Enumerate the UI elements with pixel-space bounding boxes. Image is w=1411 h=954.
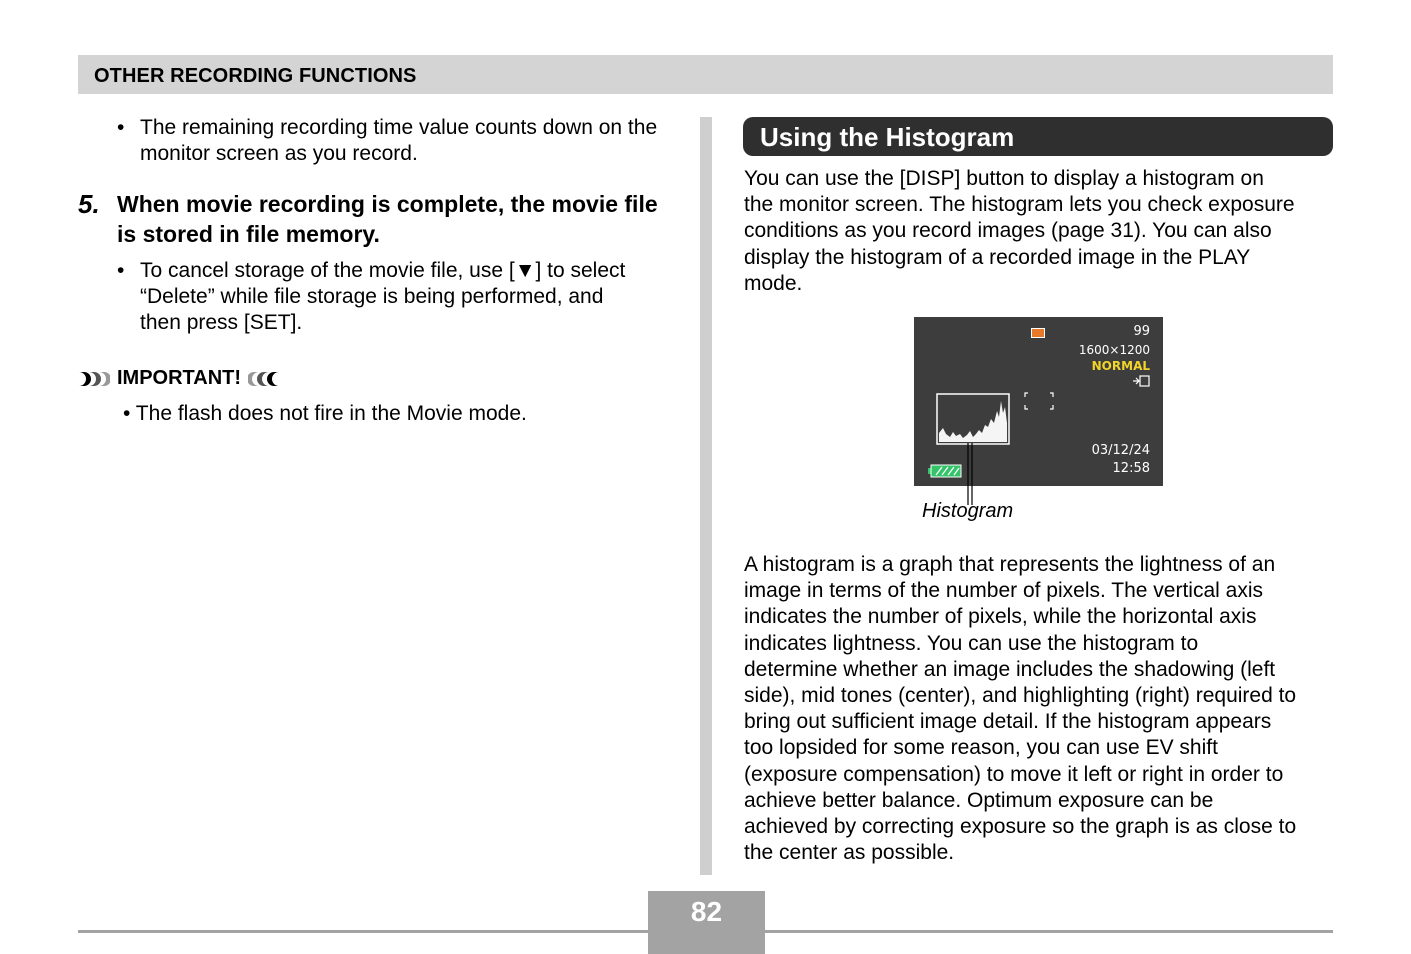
capture-time: 12:58 (1112, 461, 1150, 476)
histogram-explanation-paragraph (744, 552, 1344, 866)
battery-icon (928, 464, 962, 478)
paragraph-line: mode. (744, 271, 803, 295)
paragraph-line: too lopsided for some reason, you can use EV shift (744, 736, 1218, 760)
paragraph-line: determine whether an image includes the shadowing (left (744, 657, 1276, 681)
paragraph-line: indicates the number of pixels, while the horizontal axis (744, 605, 1257, 629)
column-divider (700, 117, 712, 875)
bullet-recording-time (117, 115, 677, 167)
paragraph-line: display the histogram of a recorded image in the PLAY (744, 245, 1251, 269)
important-label: IMPORTANT! (117, 367, 242, 389)
shots-remaining: 99 (1133, 324, 1150, 339)
image-resolution: 1600×1200 (1078, 343, 1150, 357)
paragraph-line: bring out sufficient image detail. If the histogram appears (744, 710, 1272, 734)
paragraph-line: image in terms of the number of pixels. The vertical axis (744, 579, 1264, 603)
section-heading-bar (743, 117, 1333, 156)
paragraph-line: You can use the [DISP] button to display a histogram on (744, 167, 1264, 190)
bullet-line: “Delete” while file storage is being performed, and (140, 285, 604, 309)
section-heading-title: Using the Histogram (760, 122, 1015, 152)
bullet-line: then press [SET]. (140, 311, 303, 335)
camera-monitor-illustration (914, 317, 1163, 486)
histogram-caption: Histogram (922, 500, 1014, 522)
bullet-mark: • (117, 259, 125, 282)
step-text: When movie recording is complete, the movie file is stored in file memory. (117, 191, 658, 247)
bullet-line: To cancel storage of the movie file, use [▼] to select (140, 259, 626, 282)
paragraph-line: A histogram is a graph that represents the lightness of an (744, 553, 1276, 576)
section-header-bar (78, 55, 1333, 94)
paragraph-line: the center as possible. (744, 841, 955, 865)
bullet-text: The remaining recording time value counts down on the monitor screen as you record. (140, 116, 658, 166)
histogram-callout-line (966, 443, 974, 505)
paragraph-line: the monitor screen. The histogram lets you check exposure (744, 193, 1295, 217)
step-number: 5. (78, 189, 100, 219)
page-number: 82 (690, 896, 723, 927)
intro-paragraph (744, 166, 1339, 297)
paragraph-line: achieve better balance. Optimum exposure can be (744, 788, 1214, 812)
paragraph-line: conditions as you record images (page 31). You can also (744, 219, 1272, 243)
paragraph-line: side), mid tones (center), and highlighting (right) required to (744, 684, 1297, 708)
important-note: • The flash does not fire in the Movie mode. (123, 402, 527, 425)
histogram-graph-icon (936, 393, 1010, 445)
important-arrows-right-icon (248, 370, 280, 388)
paragraph-line: indicates lightness. You can use the histogram to (744, 631, 1199, 655)
record-mode-icon (1031, 328, 1045, 338)
important-heading (78, 367, 280, 390)
bullet-cancel-storage (117, 258, 687, 337)
section-header-title: OTHER RECORDING FUNCTIONS (94, 65, 417, 87)
focus-frame-icon (1024, 392, 1054, 410)
flash-mode-icon (1132, 375, 1150, 387)
paragraph-line: (exposure compensation) to move it left or right in order to (744, 762, 1284, 786)
important-arrows-left-icon (78, 370, 110, 388)
paragraph-line: achieved by correcting exposure so the graph is as close to (744, 815, 1297, 839)
footer-tab (648, 933, 765, 954)
image-quality: NORMAL (1091, 359, 1150, 373)
capture-date: 03/12/24 (1091, 443, 1150, 458)
bullet-text (140, 258, 625, 337)
page-number-box (648, 891, 765, 931)
bullet-mark: • (117, 116, 125, 139)
